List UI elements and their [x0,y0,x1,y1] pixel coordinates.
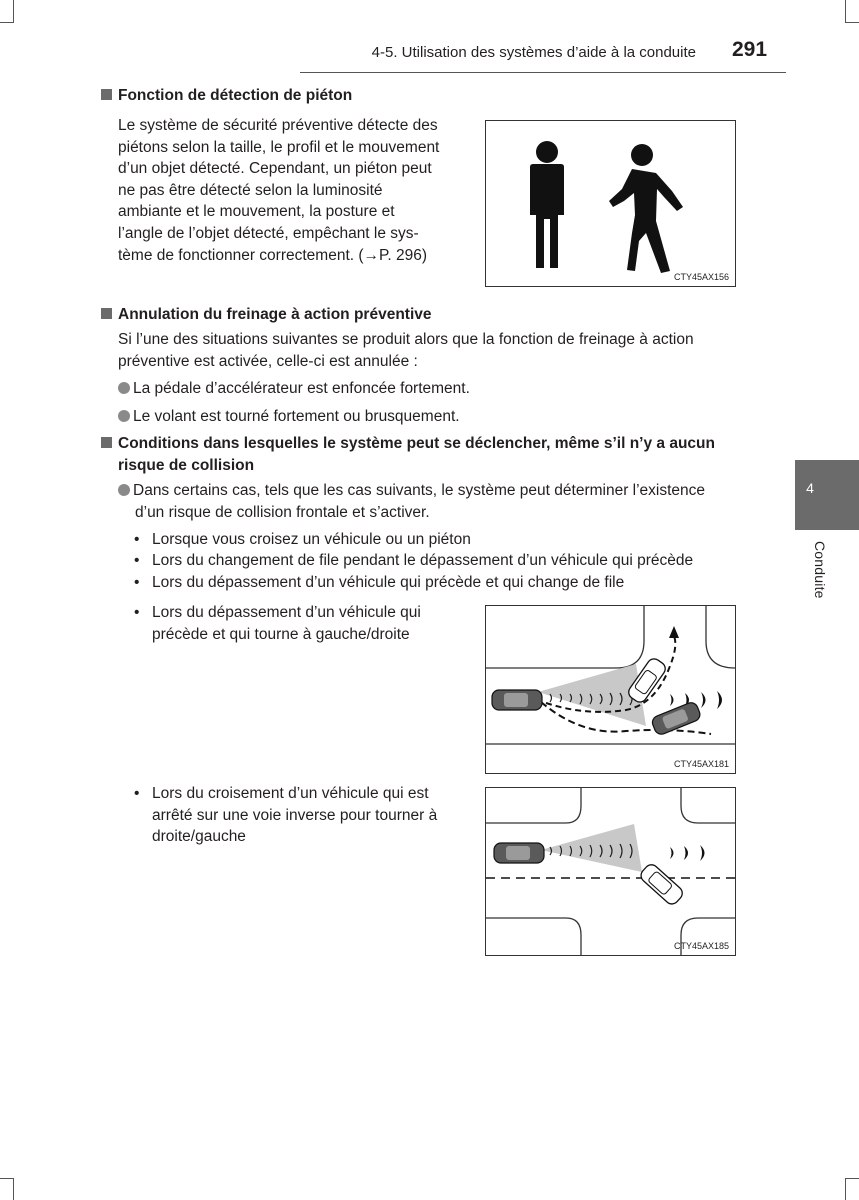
crop-mark [845,1178,859,1179]
crop-mark [845,1178,846,1200]
standing-person-icon [530,141,564,268]
own-car-icon [494,843,544,863]
cancel-bullet-2: Le volant est tourné fortement ou brusquement. [118,406,460,428]
crop-mark [0,22,14,23]
walking-person-icon [609,144,683,273]
circle-bullet-icon [118,410,130,422]
crop-mark [845,22,859,23]
list-item: • Lors du dépassement d’un véhicule qui précède et qui change de file [134,574,625,591]
figure-code: CTY45AX181 [673,759,729,769]
figure-overtake-turning [485,605,736,774]
list-item-turn: • Lors du dépassement d’un véhicule qui précède et qui tourne à gauche/droite [134,604,421,643]
list-item: • Lorsque vous croisez un véhicule ou un piéton [134,531,471,548]
chapter-label: Conduite [812,541,828,599]
square-bullet-icon [101,437,112,448]
figure-crossing-vehicle [485,787,736,956]
chapter-tab [795,460,859,530]
wave-arcs [670,845,705,861]
running-header: 4-5. Utilisation des systèmes d’aide à la conduite [371,44,696,61]
square-bullet-icon [101,89,112,100]
chapter-number: 4 [806,480,814,496]
cancel-intro: Si l’une des situations suivantes se produit alors que la fonction de freinage à action préventive est activée, celle-ci est annulée : [118,331,694,370]
section-heading-cancel: Annulation du freinage à action préventive [101,304,761,326]
figure-code: CTY45AX156 [673,272,729,282]
header-rule [300,72,786,73]
overtake-turning-diagram [486,606,735,773]
circle-bullet-icon [118,484,130,496]
figure-code: CTY45AX185 [673,941,729,951]
circle-bullet-icon [118,382,130,394]
crop-mark [13,1178,14,1200]
list-item-cross: • Lors du croisement d’un véhicule qui est arrêté sur une voie inverse pour tourner à droite/gauche [134,785,438,846]
own-car-icon [492,690,542,710]
crop-mark [845,0,846,22]
crop-mark [13,0,14,22]
crop-mark [0,1178,14,1179]
conditions-bullet: Dans certains cas, tels que les cas suivants, le système peut déterminer l’existence d’un risque de collision frontale et s’activer. [118,480,768,523]
page-number: 291 [732,38,768,61]
cancel-bullet-1: La pédale d’accélérateur est enfoncée fortement. [118,378,470,400]
pedestrian-icons [486,121,735,286]
stopped-car-icon [638,862,685,907]
figure-pedestrians [485,120,736,287]
list-item: • Lors du changement de file pendant le dépassement d’un véhicule qui précède [134,552,694,569]
pedestrian-paragraph: Le système de sécurité préventive détecte des piétons selon la taille, le profil et le mouvement d’un objet détecté. Cependant, un piéton peut ne pas être détecté selon la luminosité ambiante et le mouvement, la posture et l’angle de l’objet détecté, empêchant le sys- tème de fonctionner correctement. (→P. 296) [118,117,440,264]
section-heading-pedestrian: Fonction de détection de piéton [101,85,761,107]
section-heading-conditions: Conditions dans lesquelles le système peut se déclencher, même s’il n’y a aucun risque de collision [101,433,761,477]
crossing-vehicle-diagram [486,788,735,955]
square-bullet-icon [101,308,112,319]
